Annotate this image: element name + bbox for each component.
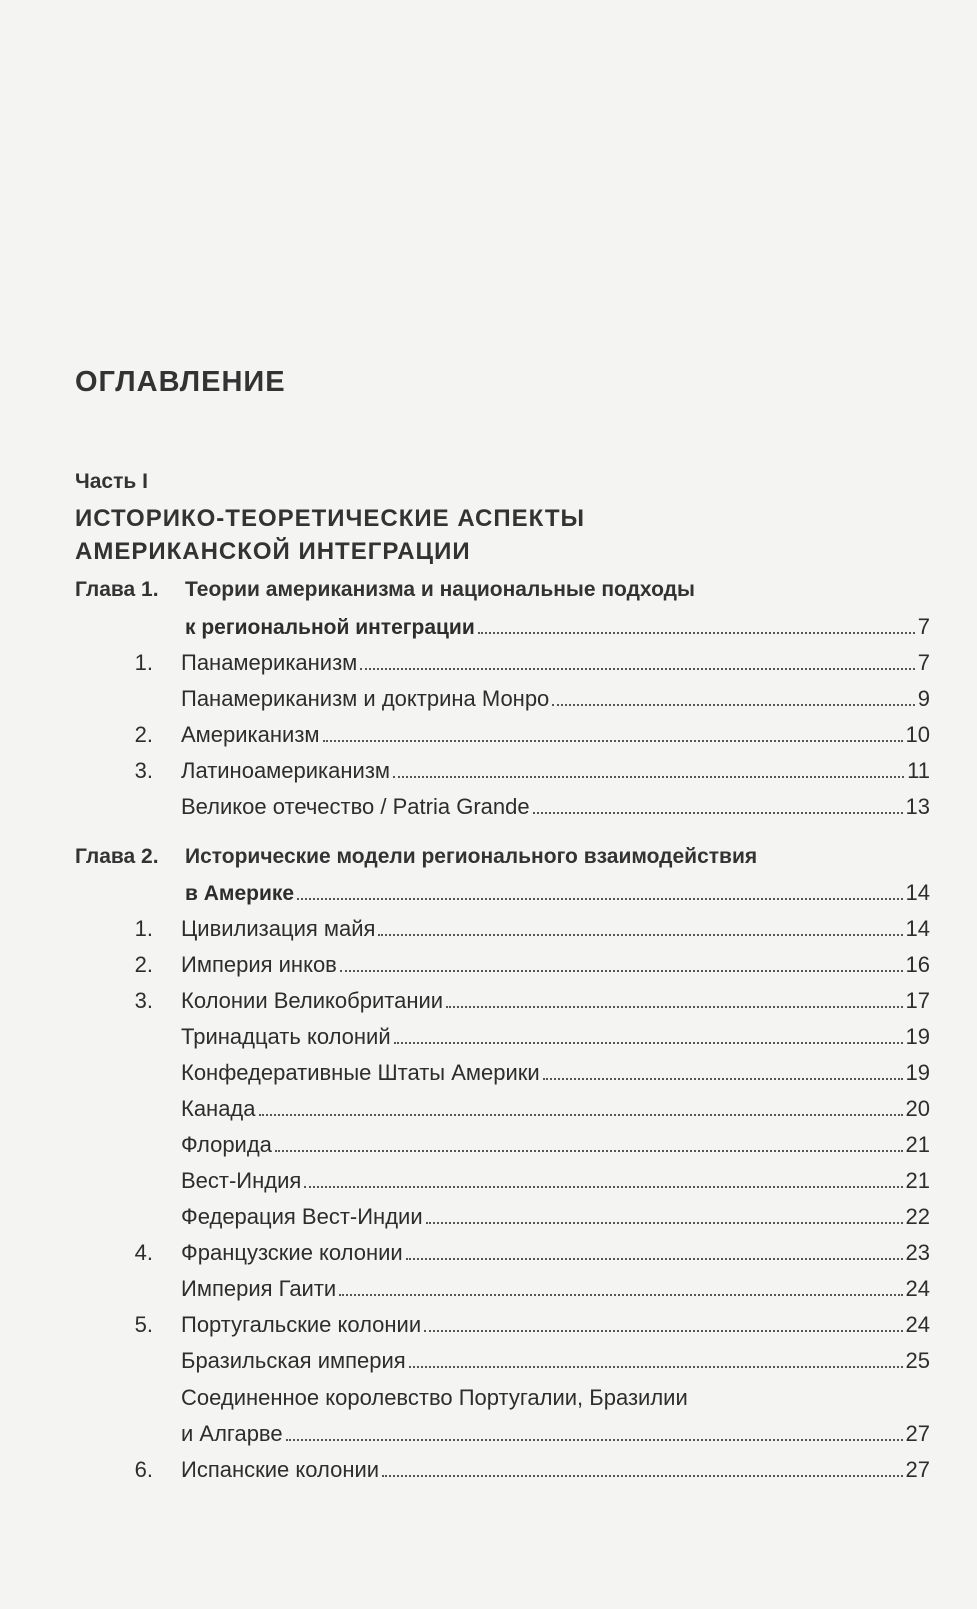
entry-number: 4. bbox=[134, 1240, 153, 1265]
entry-title: Флорида bbox=[181, 1132, 272, 1157]
toc-entry[interactable] bbox=[75, 756, 930, 786]
entry-title: Панамериканизм bbox=[181, 650, 358, 675]
dot-leader bbox=[339, 1274, 902, 1296]
chapter-label: Глава 2. bbox=[75, 845, 159, 868]
toc-entry[interactable] bbox=[75, 1274, 930, 1304]
page-number: 16 bbox=[905, 952, 930, 977]
page-number: 19 bbox=[905, 1024, 930, 1049]
toc-entry[interactable] bbox=[75, 1310, 930, 1340]
toc-entry[interactable] bbox=[75, 1346, 930, 1376]
chapter-label: Глава 1. bbox=[75, 578, 159, 601]
toc-entry-line1[interactable] bbox=[75, 1383, 930, 1413]
entry-title: Бразильская империя bbox=[181, 1348, 406, 1373]
entry-title: Панамериканизм и доктрина Монро bbox=[181, 686, 550, 711]
part-label: Часть I bbox=[75, 470, 148, 493]
page-number: 22 bbox=[905, 1204, 930, 1229]
toc-entry[interactable] bbox=[75, 612, 930, 642]
dot-leader bbox=[297, 878, 902, 900]
entry-title: Колонии Великобритании bbox=[181, 988, 444, 1013]
entry-title: Федерация Вест-Индии bbox=[181, 1204, 423, 1229]
dot-leader bbox=[382, 1455, 902, 1477]
toc-entry[interactable] bbox=[75, 1238, 930, 1268]
dot-leader bbox=[286, 1419, 903, 1441]
entry-number: 2. bbox=[134, 722, 153, 747]
toc-entry[interactable] bbox=[75, 1022, 930, 1052]
page-number: 27 bbox=[905, 1457, 930, 1482]
page-number: 14 bbox=[905, 880, 930, 905]
entry-title-line2: и Алгарве bbox=[181, 1421, 283, 1446]
dot-leader bbox=[360, 648, 914, 670]
entry-title: Империя инков bbox=[181, 952, 337, 977]
dot-leader bbox=[478, 612, 915, 634]
toc-entry[interactable] bbox=[75, 720, 930, 750]
entry-number: 1. bbox=[134, 650, 153, 675]
entry-title: Великое отечество / Patria Grande bbox=[181, 794, 530, 819]
entry-title: Американизм bbox=[181, 722, 320, 747]
entry-title: Французские колонии bbox=[181, 1240, 403, 1265]
chapter-title-line2: к региональной интеграции bbox=[185, 616, 475, 639]
page-number: 21 bbox=[905, 1168, 930, 1193]
page-number: 7 bbox=[917, 614, 930, 639]
entry-number: 5. bbox=[134, 1312, 153, 1337]
entry-number: 6. bbox=[134, 1457, 153, 1482]
chapter-title-line1: Теории американизма и национальные подходы bbox=[185, 578, 695, 601]
part-title: ИСТОРИКО-ТЕОРЕТИЧЕСКИЕ АСПЕКТЫ АМЕРИКАНСКОЙ ИНТЕГРАЦИИ bbox=[75, 505, 586, 565]
toc-entry[interactable] bbox=[75, 648, 930, 678]
toc-entry[interactable] bbox=[75, 950, 930, 980]
dot-leader bbox=[409, 1346, 903, 1368]
dot-leader bbox=[340, 950, 903, 972]
dot-leader bbox=[394, 1022, 903, 1044]
page-number: 24 bbox=[905, 1276, 930, 1301]
entry-number: 3. bbox=[134, 758, 153, 783]
dot-leader bbox=[446, 986, 902, 1008]
entry-title: Тринадцать колоний bbox=[181, 1024, 391, 1049]
toc-entry[interactable] bbox=[75, 1419, 930, 1449]
page-number: 13 bbox=[905, 794, 930, 819]
toc-entry[interactable] bbox=[75, 986, 930, 1016]
page-number: 24 bbox=[905, 1312, 930, 1337]
toc-entry[interactable] bbox=[75, 792, 930, 822]
entry-title: Цивилизация майя bbox=[181, 916, 376, 941]
dot-leader bbox=[426, 1202, 903, 1224]
dot-leader bbox=[304, 1166, 902, 1188]
dot-leader bbox=[424, 1310, 902, 1332]
page-number: 14 bbox=[905, 916, 930, 941]
toc-entry[interactable] bbox=[75, 1094, 930, 1124]
dot-leader bbox=[543, 1058, 903, 1080]
dot-leader bbox=[552, 684, 914, 706]
toc-entry[interactable] bbox=[75, 1455, 930, 1485]
page-number: 23 bbox=[905, 1240, 930, 1265]
dot-leader bbox=[378, 914, 902, 936]
toc-entry[interactable] bbox=[75, 1130, 930, 1160]
entry-title: Вест-Индия bbox=[181, 1168, 302, 1193]
page-number: 17 bbox=[905, 988, 930, 1013]
page-number: 9 bbox=[917, 686, 930, 711]
page-number: 10 bbox=[905, 722, 930, 747]
toc-entry[interactable] bbox=[75, 1058, 930, 1088]
entry-title: Канада bbox=[181, 1096, 256, 1121]
toc-entry[interactable] bbox=[75, 914, 930, 944]
chapter-title-line2: в Америке bbox=[185, 882, 295, 905]
dot-leader bbox=[275, 1130, 903, 1152]
dot-leader bbox=[259, 1094, 903, 1116]
entry-title: Испанские колонии bbox=[181, 1457, 380, 1482]
dot-leader bbox=[406, 1238, 903, 1260]
dot-leader bbox=[533, 792, 903, 814]
entry-number: 2. bbox=[134, 952, 153, 977]
entry-title: Империя Гаити bbox=[181, 1276, 337, 1301]
toc-entry[interactable] bbox=[75, 684, 930, 714]
dot-leader bbox=[393, 756, 904, 778]
entry-title: Латиноамериканизм bbox=[181, 758, 391, 783]
toc-entry[interactable] bbox=[75, 1166, 930, 1196]
toc-entry[interactable] bbox=[75, 1202, 930, 1232]
page-number: 20 bbox=[905, 1096, 930, 1121]
chapter-title-line1: Исторические модели регионального взаимодействия bbox=[185, 845, 758, 868]
entry-title: Португальские колонии bbox=[181, 1312, 422, 1337]
entry-title: Конфедеративные Штаты Америки bbox=[181, 1060, 540, 1085]
page-number: 11 bbox=[907, 758, 930, 783]
page-number: 21 bbox=[905, 1132, 930, 1157]
page-number: 25 bbox=[905, 1348, 930, 1373]
page-number: 27 bbox=[905, 1421, 930, 1446]
page-number: 7 bbox=[917, 650, 930, 675]
dot-leader bbox=[323, 720, 903, 742]
entry-title-line1: Соединенное королевство Португалии, Бразилии bbox=[181, 1385, 688, 1410]
toc-heading: ОГЛАВЛЕНИЕ bbox=[75, 366, 286, 398]
toc-entry[interactable] bbox=[75, 878, 930, 908]
entry-number: 3. bbox=[134, 988, 153, 1013]
entry-number: 1. bbox=[134, 916, 153, 941]
page-number: 19 bbox=[905, 1060, 930, 1085]
